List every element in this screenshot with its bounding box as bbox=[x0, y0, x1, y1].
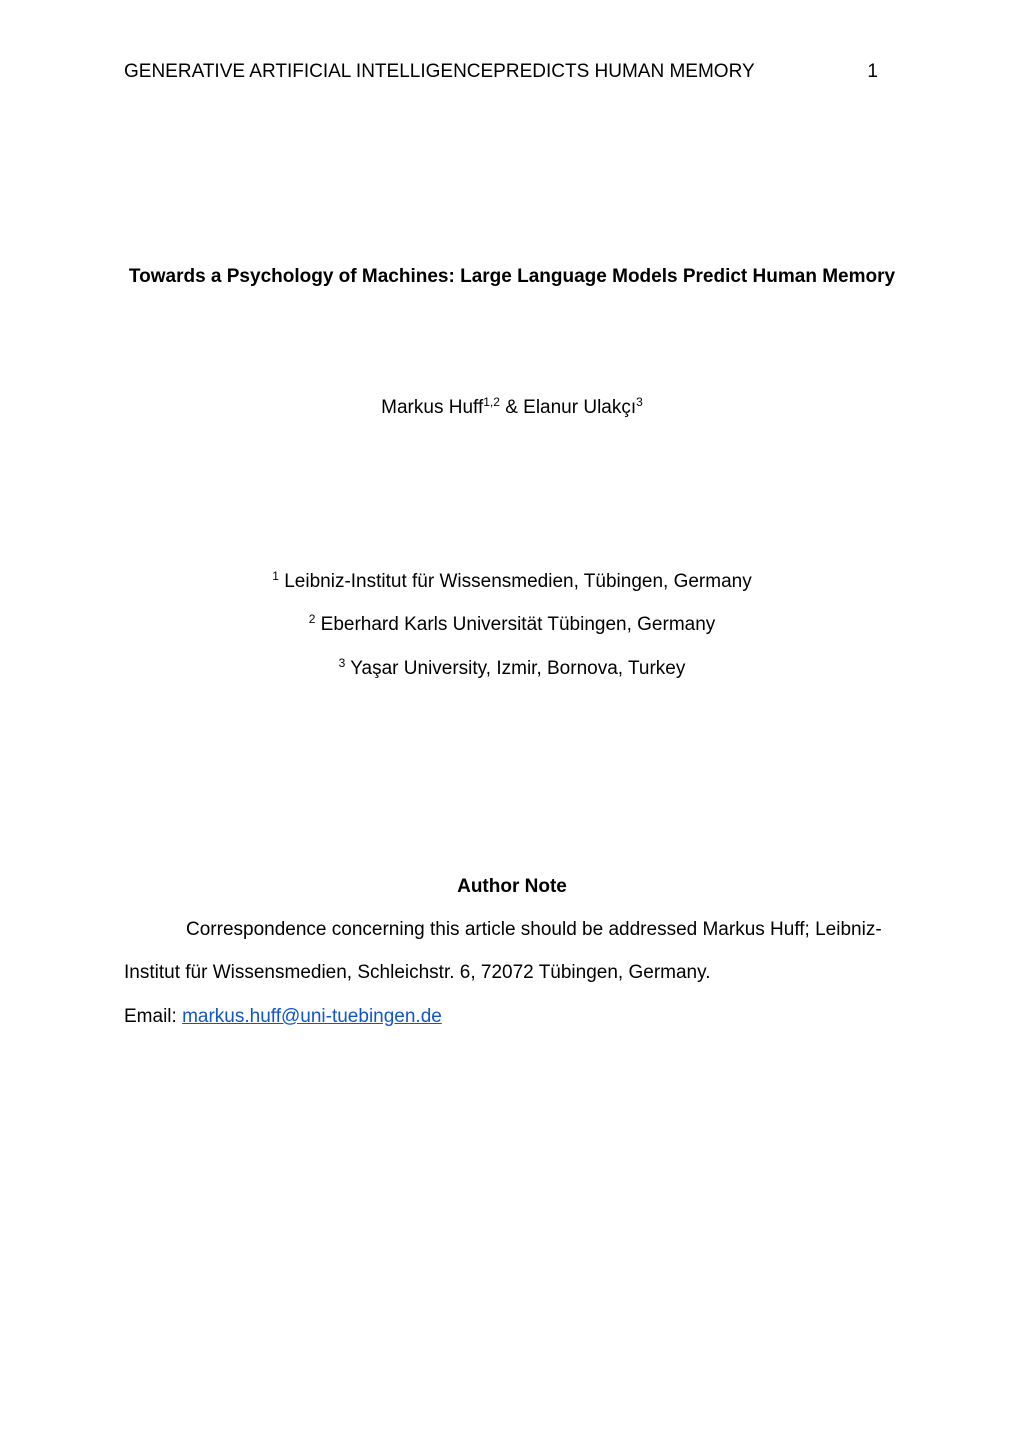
author-note-line-1: Correspondence concerning this article should be addressed Markus Huff; Leibniz- bbox=[186, 919, 882, 940]
affiliation-2-marker: 2 bbox=[308, 612, 316, 626]
email-label: Email: bbox=[124, 1006, 183, 1027]
author-note-line-2: Institut für Wissensmedien, Schleichstr. 6, 72072 Tübingen, Germany. bbox=[124, 962, 711, 983]
author-2-name: Elanur Ulakçı bbox=[523, 397, 637, 418]
affiliation-2 bbox=[0, 612, 1024, 638]
author-2-affiliation-marker: 3 bbox=[636, 395, 643, 409]
affiliation-3-text: Yaşar University, Izmir, Bornova, Turkey bbox=[345, 658, 686, 679]
author-list bbox=[0, 395, 1024, 421]
affiliation-3-marker: 3 bbox=[338, 656, 346, 670]
affiliation-1 bbox=[0, 569, 1024, 595]
affiliation-1-marker: 1 bbox=[272, 569, 279, 583]
running-head bbox=[124, 60, 878, 84]
author-1-name: Markus Huff bbox=[381, 397, 484, 418]
running-head-title: GENERATIVE ARTIFICIAL INTELLIGENCEPREDICTS HUMAN MEMORY bbox=[124, 61, 755, 82]
email-link[interactable]: markus.huff@uni-tuebingen.de bbox=[182, 1006, 442, 1027]
author-note-email-line bbox=[124, 1004, 442, 1030]
author-separator: & bbox=[499, 397, 524, 418]
author-1-affiliation-marker: 1,2 bbox=[483, 395, 500, 409]
affiliation-3 bbox=[0, 656, 1024, 682]
page-number: 1 bbox=[867, 61, 878, 82]
paper-title: Towards a Psychology of Machines: Large Language Models Predict Human Memory bbox=[128, 266, 896, 287]
author-note-heading: Author Note bbox=[457, 876, 567, 897]
affiliation-1-text: Leibniz-Institut für Wissensmedien, Tübingen, Germany bbox=[278, 571, 752, 592]
affiliation-2-text: Eberhard Karls Universität Tübingen, Germany bbox=[315, 614, 716, 635]
